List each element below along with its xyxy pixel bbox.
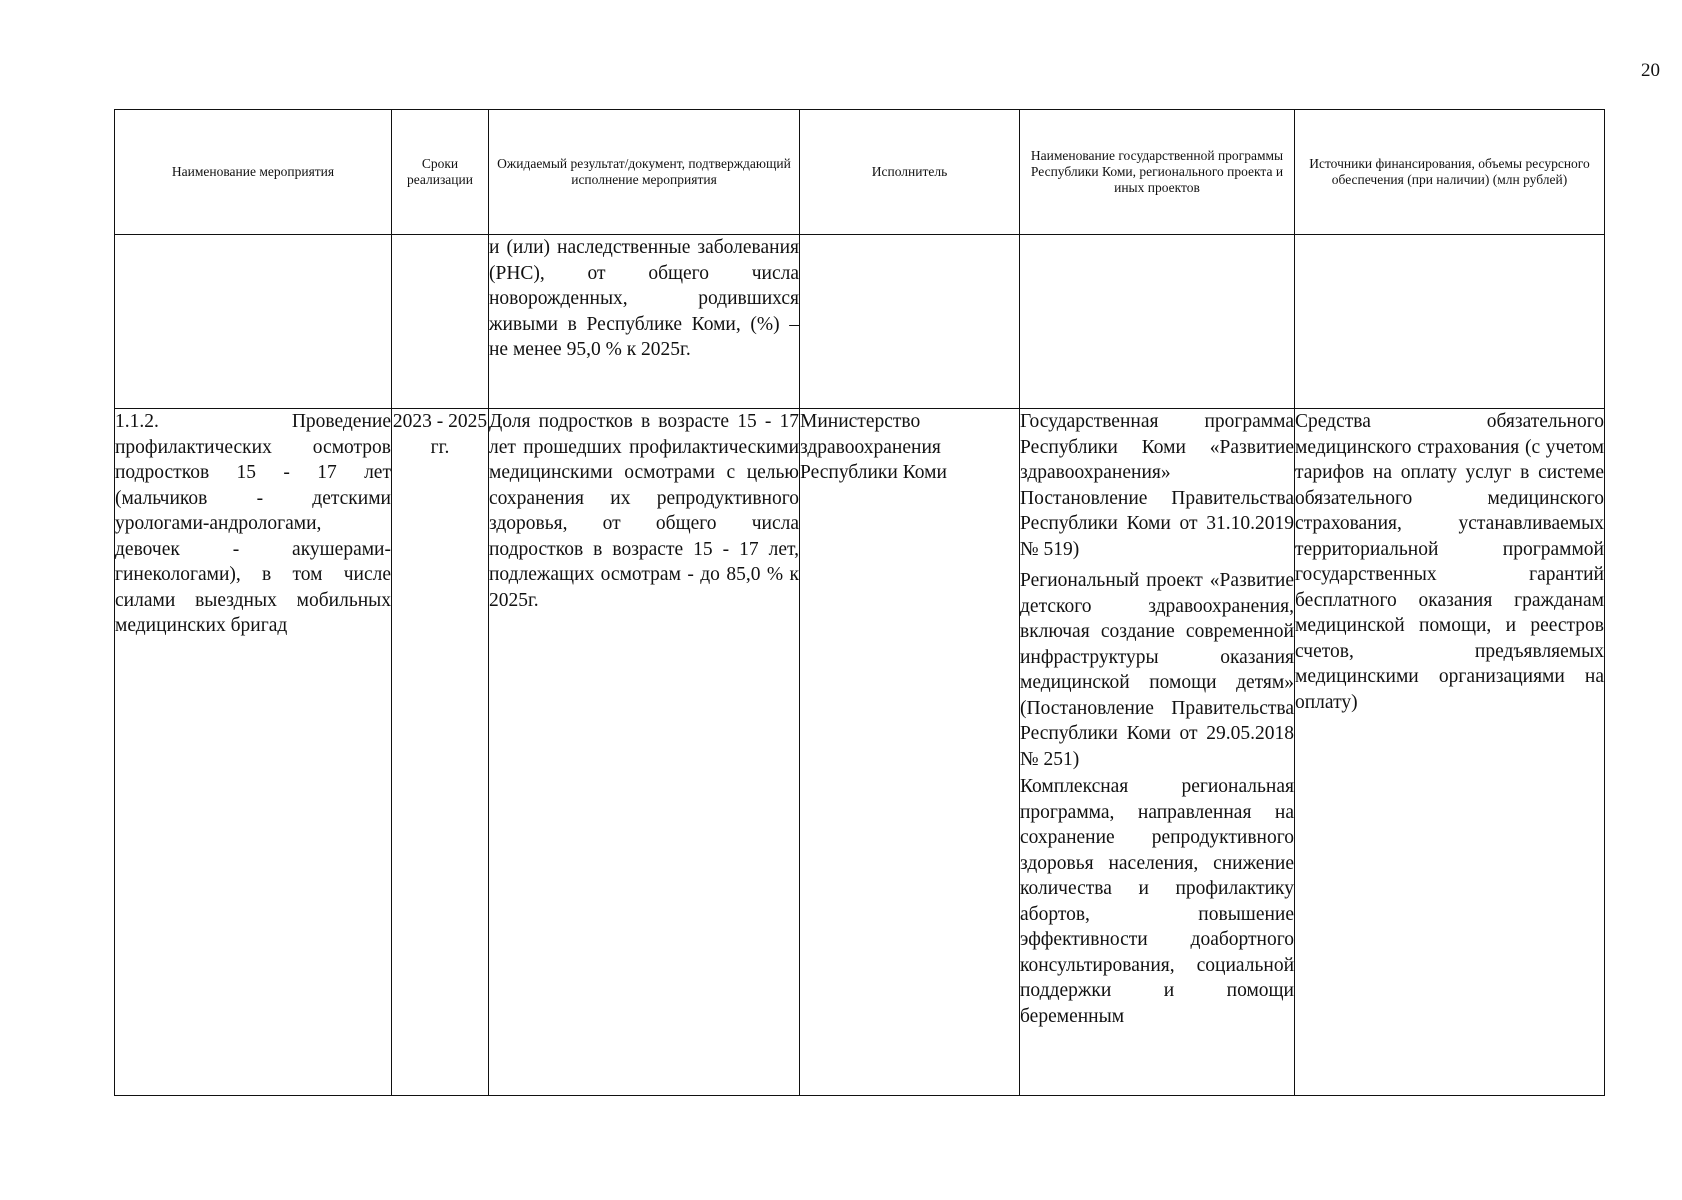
header-program: Наименование государственной программы Республики Коми, регионального проекта и иных проектов (1020, 110, 1295, 235)
header-period: Сроки реализации (392, 110, 489, 235)
header-activity-name: Наименование мероприятия (115, 110, 392, 235)
activities-table (114, 109, 1605, 1096)
table-row-continuation (115, 235, 1605, 409)
page-number: 20 (1641, 60, 1660, 81)
executor-text: Министерство здравоохранения Республики Коми (800, 411, 947, 483)
program-text-3: Комплексная региональная программа, направленная на сохранение репродуктивного здоровья населения, снижение количества и профилактику абортов, повышение эффективности доабортного консультирования, социальной поддержки и помощи беременным (1020, 776, 1294, 1027)
cell-result (489, 409, 800, 1096)
cell-executor (800, 409, 1020, 1096)
cell-program (1020, 409, 1295, 1096)
cell-result-continuation (489, 235, 800, 409)
period-text: 2023 - 2025 гг. (392, 411, 488, 458)
result-continuation-text: и (или) наследственные заболевания (РНС), от общего числа новорожденных, родившихся живыми в Республике Коми, (%) – не менее 95,0 % к 2025г. (489, 237, 799, 360)
cell-funding (1295, 409, 1605, 1096)
table-row (115, 409, 1605, 1096)
program-text-1: Государственная программа Республики Коми «Развитие здравоохранения» Постановление Правительства Республики Коми от 31.10.2019 № 519) (1020, 411, 1294, 560)
header-funding: Источники финансирования, объемы ресурсного обеспечения (при наличии) (млн рублей) (1295, 110, 1605, 235)
cell-period (392, 409, 489, 1096)
cell-empty (115, 235, 392, 409)
cell-empty (1020, 235, 1295, 409)
header-expected-result: Ожидаемый результат/документ, подтверждающий исполнение мероприятия (489, 110, 800, 235)
cell-activity (115, 409, 392, 1096)
result-text: Доля подростков в возрасте 15 - 17 лет прошедших профилактическими медицинскими осмотрами с целью сохранения их репродуктивного здоровья, от общего числа подростков в возрасте 15 - 17 лет, подлежащих осмотрам - до 85,0 % к 2025г. (489, 411, 799, 611)
program-text-2: Региональный проект «Развитие детского здравоохранения, включая создание современной инфраструктуры оказания медицинской помощи детям» (Постановление Правительства Республики Коми от 29.05.2018 № 251) (1020, 570, 1294, 770)
table-header-row (115, 110, 1605, 235)
activity-text: 1.1.2. Проведение профилактических осмотров подростков 15 - 17 лет (мальчиков - детскими урологами-андрологами, девочек - акушерами-гинекологами), в том числе силами выездных мобильных медицинских бригад (115, 411, 391, 636)
cell-empty (392, 235, 489, 409)
cell-empty (800, 235, 1020, 409)
funding-text: Средства обязательного медицинского страхования (с учетом тарифов на оплату услуг в системе обязательного медицинского страхования, устанавливаемых территориальной программой государственных гарантий бесплатного оказания гражданам медицинской помощи, и реестров счетов, предъявляемых медицинскими организациями на оплату) (1295, 411, 1604, 713)
cell-empty (1295, 235, 1605, 409)
header-executor: Исполнитель (800, 110, 1020, 235)
